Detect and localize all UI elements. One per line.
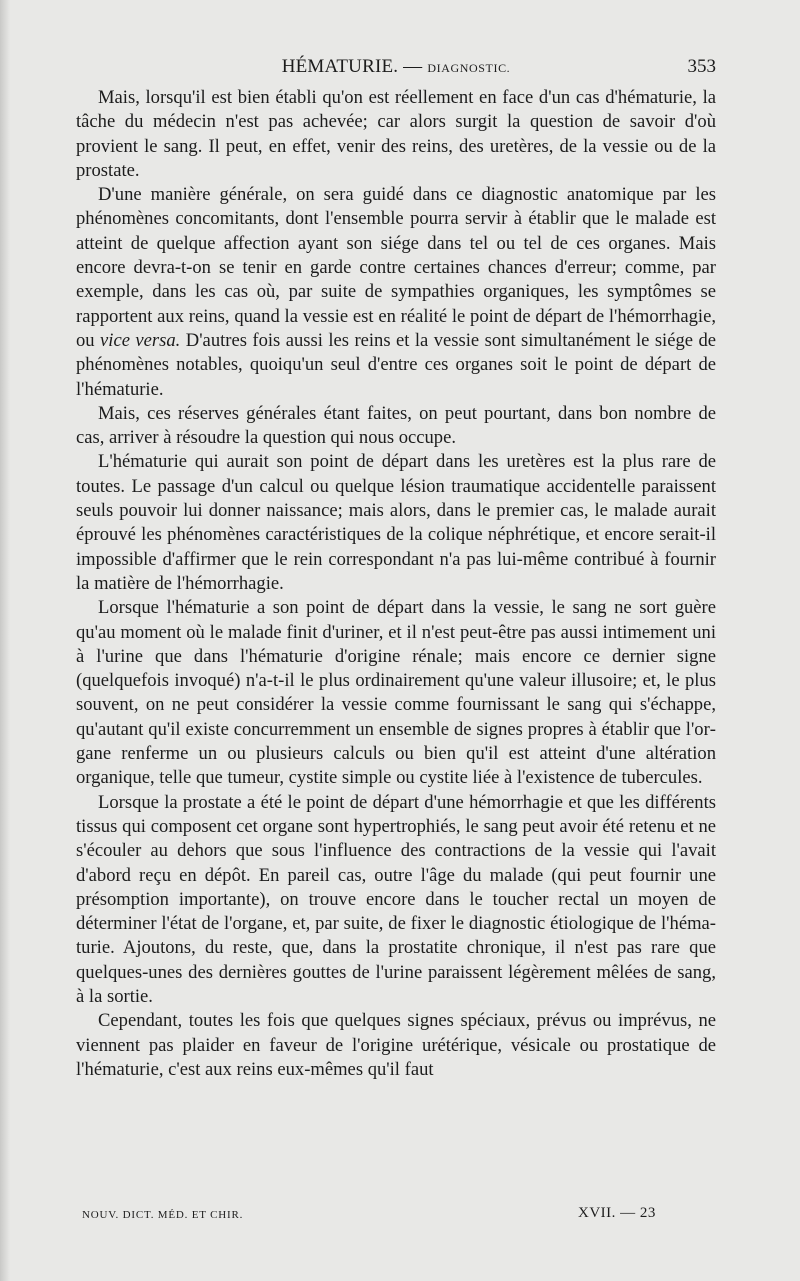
header-title-main: HÉMATURIE. — [281, 56, 399, 77]
paragraph-text: Lorsque la prostate a été le point de départ d'une hémorrhagie et que les différents tissus qui composent cet organe sont hypertrophiés, le sang peut avoir été retenu et ne s'écouler au dehors que sous l'influence des contractions de la vessie qui l'avait d'abord reçu en dépôt. En pareil cas, outre l'âge du malade (qui peut fournir une présomption importante), on trouve encore dans le toucher rectal un moyen de déterminer l'état de l'organe, et, par suite, de fixer le diagnostic étiologique de l'hématurie. Ajoutons, du reste, que, dans la prostatite chronique, il n'est pas rare que quelques-unes des dernières gouttes de l'urine paraissent légèrement mêlées de sang, à la sortie. — [76, 791, 716, 1007]
footer — [76, 1205, 716, 1227]
paragraph — [76, 86, 716, 183]
footer-signature: XVII. — 23 — [578, 1205, 656, 1221]
paragraph-emphasis: vice versa. — [100, 329, 181, 351]
paragraph — [76, 596, 716, 790]
paragraph-text: L'hématurie qui aurait son point de départ dans les uretères est la plus rare de toutes. Le passage d'un calcul ou quelque lésion traumatique accidentelle paraissent seuls pouvoir lui donner naissance; mais alors, dans le premier cas, le malade aurait éprouvé les phénomènes caractéristiques de la colique néphrétique, et encore serait-il impossible d'affirmer que le rein correspondant n'a pas lui-même contribué à fournir la matière de l'hémorrhagie. — [76, 451, 716, 594]
paragraph — [76, 1009, 716, 1082]
paragraph — [76, 450, 716, 596]
header-separator: — — [398, 56, 428, 77]
page-edge-shadow — [0, 0, 10, 1281]
paragraph — [76, 791, 716, 1010]
header-subtitle: DIAGNOSTIC. — [427, 61, 511, 75]
paragraph-text-after: D'autres fois aussi les reins et la vessie sont simultanément le siége de phénomènes notables, quoiqu'un seul d'entre ces organes soit le point de départ de l'hématurie. — [76, 329, 717, 400]
paragraph-text: Cependant, toutes les fois que quelques signes spéciaux, prévus ou imprévus, ne viennent pas plaider en faveur de l'origine urétérique, vésicale ou prostatique de l'hématurie, c'est aux reins eux-mêmes qu'il faut — [76, 1010, 716, 1080]
paragraph — [76, 183, 716, 402]
paragraph — [76, 402, 716, 451]
body-text — [76, 86, 716, 1082]
page-number: 353 — [687, 56, 716, 77]
footer-publication: NOUV. DICT. MÉD. ET CHIR. — [82, 1209, 244, 1221]
header-title — [76, 56, 716, 78]
paragraph-text: Mais, ces réserves générales étant faites, on peut pourtant, dans bon nombre de cas, arriver à résoudre la question qui nous occupe. — [76, 402, 716, 449]
paragraph-text: Lorsque l'hématurie a son point de départ dans la vessie, le sang ne sort guère qu'au moment où le malade finit d'uriner, et il n'est peut-être pas aussi intimement uni à l'urine que dans l'hématurie d'origine rénale; mais encore ce dernier signe (quelquefois invoqué) n'a-t-il le plus ordinairement qu'une valeur illusoire; et, le plus souvent, on ne peut considérer la vessie comme fournissant le sang qui s'échappe, qu'autant qu'il existe concurremment un ensemble de signes propres à établir que l'organe renferme un ou plusieurs calculs ou bien qu'il est atteint d'une altération organique, telle que tumeur, cystite simple ou cystite liée à l'existence de tubercules. — [76, 597, 716, 789]
running-header — [76, 56, 716, 82]
paragraph-text: Mais, lorsqu'il est bien établi qu'on est réellement en face d'un cas d'hématurie, la tâche du médecin n'est pas achevée; car alors surgit la question de savoir d'où provient le sang. Il peut, en effet, venir des reins, des uretères, de la vessie ou de la prostate. — [76, 87, 716, 181]
paragraph-text: D'une manière générale, on sera guidé dans ce diagnostic anatomique par les phénomènes concomitants, dont l'ensemble pourra servir à établir que le malade est atteint de quelque affection ayant son siége dans tel ou tel de ces organes. Mais encore devra-t-on se tenir en garde contre certaines chances d'erreur; comme, par exemple, dans les cas où, par suite de sympathies organiques, les symptômes se rapportent aux reins, quand la vessie est en réalité le point de départ de l'hémorrhagie, ou — [76, 184, 716, 351]
